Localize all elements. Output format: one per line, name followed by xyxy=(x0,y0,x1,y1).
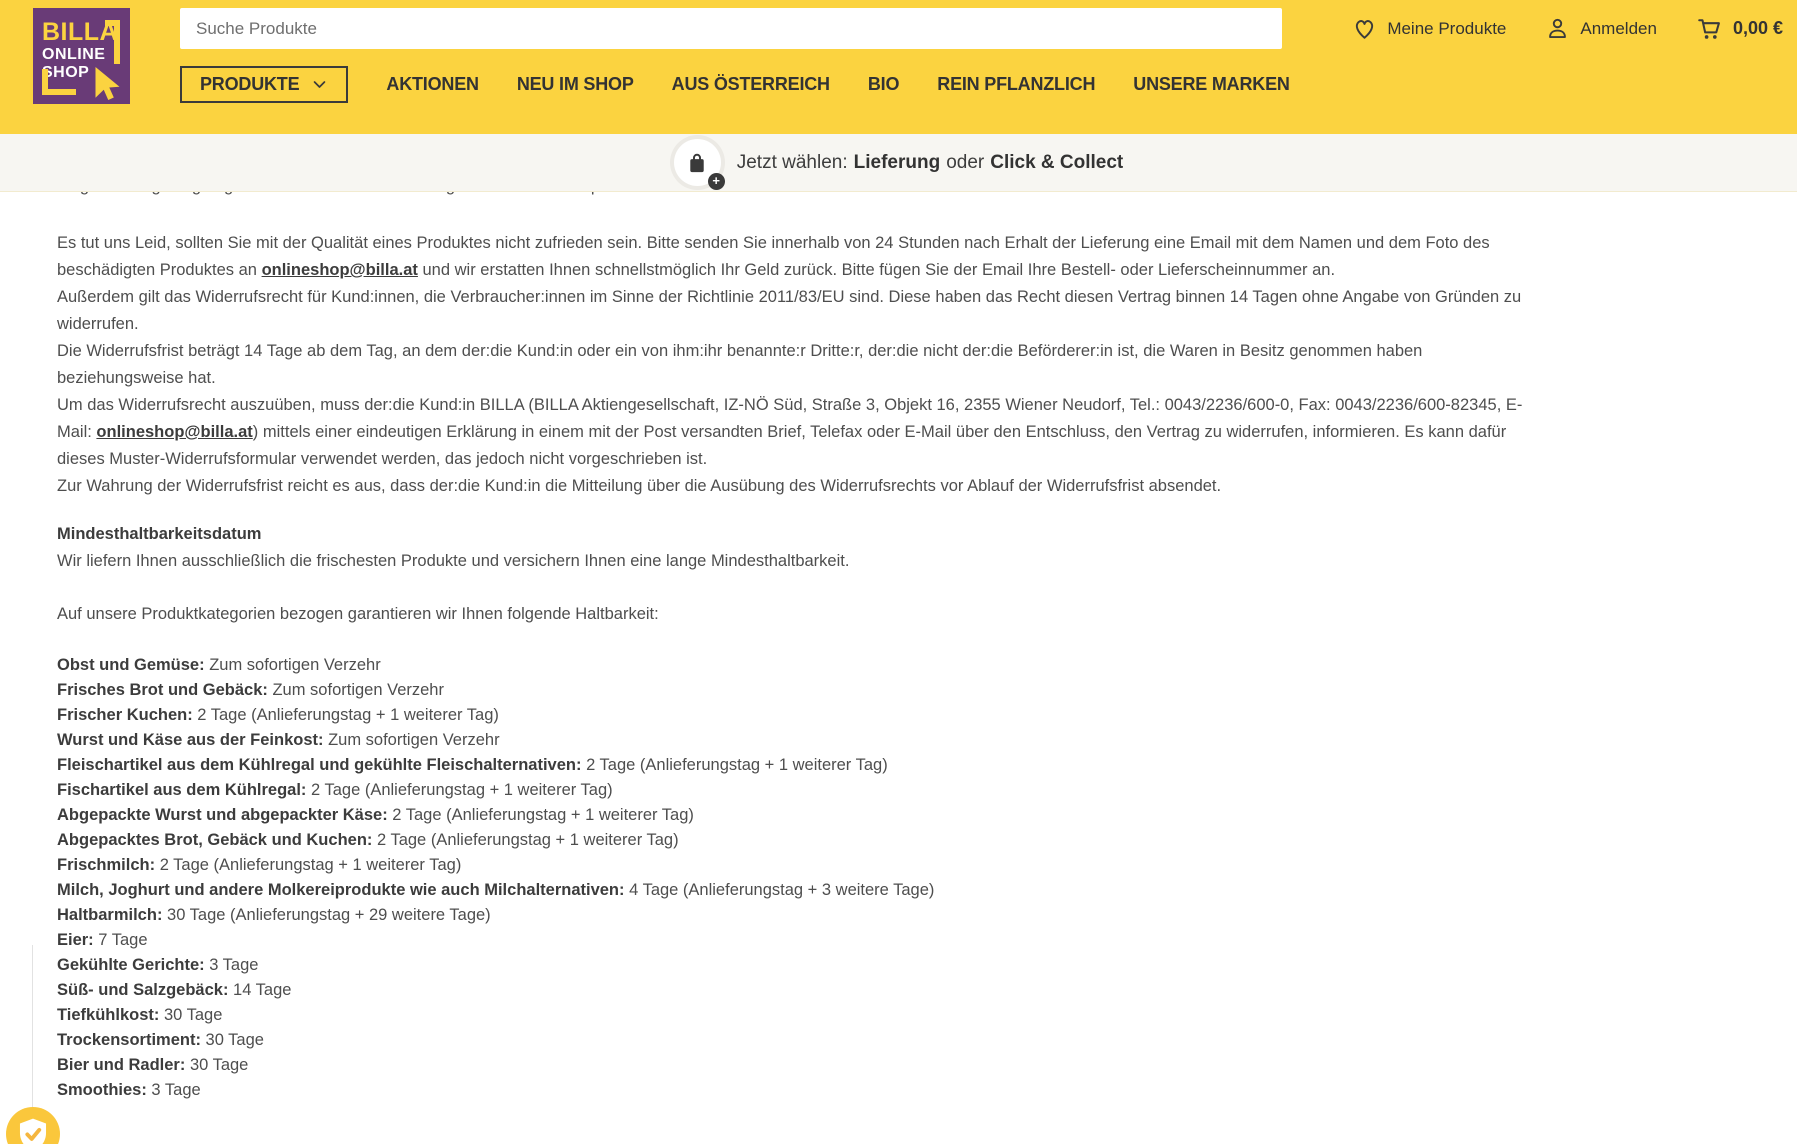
favorites-label: Meine Produkte xyxy=(1387,18,1507,38)
cursor-arrow-icon xyxy=(88,64,124,100)
plus-badge-icon: + xyxy=(708,173,725,190)
banner-collect-option: Click & Collect xyxy=(990,151,1124,173)
terms-content xyxy=(0,173,1525,1103)
logo-brand-text: BILLA xyxy=(42,18,119,46)
logo-shop-text: SHOP xyxy=(42,64,90,81)
shield-check-icon xyxy=(16,1116,50,1144)
nav-item-neu-im-shop[interactable]: NEU IM SHOP xyxy=(516,74,634,94)
shelf-life-row: Frischmilch: 2 Tage (Anlieferungstag + 1 weiterer Tag) xyxy=(57,856,462,874)
shelf-life-row: Fleischartikel aus dem Kühlregal und gekühlte Fleischalternativen: 2 Tage (Anlieferungstag + 1 weiterer Tag) xyxy=(57,756,888,774)
nav-item-aktionen[interactable]: AKTIONEN xyxy=(386,74,479,94)
chevron-down-icon xyxy=(311,76,328,93)
email-link[interactable]: onlineshop@billa.at xyxy=(261,261,418,279)
shelf-life-list xyxy=(57,653,1525,1103)
policy-paragraph: Zur Wahrung der Widerrufsfrist reicht es aus, dass der:die Kund:in die Mitteilung über die Ausübung des Widerrufsrechts vor Ablauf der Widerrufsfrist absendet. xyxy=(57,477,1222,495)
policy-paragraph: Außerdem gilt das Widerrufsrecht für Kund:innen, die Verbraucher:innen im Sinne der Richtlinie 2011/83/EU sind. Diese haben das Recht diesen Vertrag binnen 14 Tagen ohne Angabe von Gründen zu widerrufen. xyxy=(57,288,1522,333)
billa-logo[interactable] xyxy=(33,8,130,104)
shelf-life-row: Milch, Joghurt und andere Molkereiprodukte wie auch Milchalternativen: 4 Tage (Anlieferungstag + 3 weitere Tage) xyxy=(57,881,935,899)
cart-icon xyxy=(1695,14,1724,43)
shelf-life-row: Frisches Brot und Gebäck: Zum sofortigen Verzehr xyxy=(57,681,444,699)
shopping-bag-icon xyxy=(684,150,710,176)
nav-produkte-dropdown[interactable] xyxy=(180,66,348,103)
policy-paragraph: Es tut uns Leid, sollten Sie mit der Qualität eines Produktes nicht zufrieden sein. Bitte senden Sie innerhalb von 24 Stunden nach Erhalt der Lieferung eine Email mit dem Namen und dem Foto des beschädigten Produktes an onlineshop@billa.at und wir erstatten Ihnen schnellstmöglich Ihr Geld zurück. Bitte fügen Sie der Email Ihre Bestell- oder Lieferscheinnummer an. xyxy=(57,234,1490,279)
shelf-life-row: Smoothies: 3 Tage xyxy=(57,1081,201,1099)
shelf-life-row: Abgepacktes Brot, Gebäck und Kuchen: 2 Tage (Anlieferungstag + 1 weiterer Tag) xyxy=(57,831,679,849)
shelf-life-intro: Wir liefern Ihnen ausschließlich die frischesten Produkte und versichern Ihnen eine lange Mindesthaltbarkeit. xyxy=(57,552,850,570)
policy-paragraph: Die Widerrufsfrist beträgt 14 Tage ab dem Tag, an dem der:die Kund:in oder ein von ihm:ihr benannte:r Dritte:r, der:die nicht der:die Beförderer:in ist, die Waren in Besitz genommen haben beziehungsweise hat. xyxy=(57,342,1423,387)
nav-item-bio[interactable]: BIO xyxy=(867,74,900,94)
shelf-life-row: Haltbarmilch: 30 Tage (Anlieferungstag + 29 weitere Tage) xyxy=(57,906,491,924)
logo-online-text: ONLINE xyxy=(42,46,106,63)
policy-paragraph: Um das Widerrufsrecht auszuüben, muss der:die Kund:in BILLA (BILLA Aktiengesellschaft, IZ-NÖ Süd, Straße 3, Objekt 16, 2355 Wiener Neudorf, Tel.: 0043/2236/600-0, Fax: 0043/2236/600-82345, E-Mail: onlineshop@billa.at) mittels einer eindeutigen Erklärung in einem mit der Post versandten Brief, Telefax oder E-Mail über den Entschluss, den Vertrag zu widerrufen, informieren. Es kann dafür dieses Muster-Widerrufsformular verwendet werden, das jedoch nicht vorgeschrieben ist. xyxy=(57,396,1523,468)
heart-icon xyxy=(1351,15,1378,42)
shelf-life-row: Obst und Gemüse: Zum sofortigen Verzehr xyxy=(57,656,381,674)
shelf-life-row: Süß- und Salzgebäck: 14 Tage xyxy=(57,981,292,999)
shelf-life-row: Frischer Kuchen: 2 Tage (Anlieferungstag + 1 weiterer Tag) xyxy=(57,706,499,724)
shelf-life-row: Wurst und Käse aus der Feinkost: Zum sofortigen Verzehr xyxy=(57,731,500,749)
header-top-row xyxy=(0,0,1797,81)
site-header xyxy=(0,0,1797,134)
nav-item-aus-sterreich[interactable]: AUS ÖSTERREICH xyxy=(671,74,830,94)
shelf-life-heading: Mindesthaltbarkeitsdatum xyxy=(57,525,262,543)
login-label: Anmelden xyxy=(1580,18,1657,38)
shelf-life-row: Fischartikel aus dem Kühlregal: 2 Tage (Anlieferungstag + 1 weiterer Tag) xyxy=(57,781,613,799)
nav-item-unsere-marken[interactable]: UNSERE MARKEN xyxy=(1133,74,1290,94)
return-policy-paragraphs xyxy=(57,230,1525,500)
login-button[interactable] xyxy=(1544,15,1657,42)
shelf-life-lead: Auf unsere Produktkategorien bezogen garantieren wir Ihnen folgende Haltbarkeit: xyxy=(57,605,659,623)
header-actions xyxy=(1351,0,1783,57)
fulfillment-banner[interactable] xyxy=(0,134,1797,192)
email-link[interactable]: onlineshop@billa.at xyxy=(96,423,253,441)
search-input[interactable] xyxy=(180,8,1282,49)
widget-connector-line xyxy=(32,945,33,1113)
cart-total: 0,00 € xyxy=(1732,18,1783,38)
trust-badge-button[interactable] xyxy=(6,1107,60,1144)
banner-delivery-option: Lieferung xyxy=(853,151,941,173)
shopping-bag-badge xyxy=(674,139,721,186)
banner-connector: oder xyxy=(946,151,985,173)
shelf-life-row: Trockensortiment: 30 Tage xyxy=(57,1031,264,1049)
cart-button[interactable] xyxy=(1695,14,1783,43)
fulfillment-banner-text xyxy=(737,152,1124,174)
shelf-life-row: Tiefkühlkost: 30 Tage xyxy=(57,1006,223,1024)
logo-corner-bracket-bottom xyxy=(42,69,76,95)
logo-corner-bracket-top xyxy=(105,20,120,64)
shelf-life-row: Bier und Radler: 30 Tage xyxy=(57,1056,249,1074)
banner-prefix: Jetzt wählen: xyxy=(736,151,848,173)
nav-item-rein-pflanzlich[interactable]: REIN PFLANZLICH xyxy=(937,74,1096,94)
shelf-life-row: Gekühlte Gerichte: 3 Tage xyxy=(57,956,259,974)
favorites-button[interactable] xyxy=(1351,15,1506,42)
main-navigation xyxy=(180,66,1290,103)
nav-produkte-label: PRODUKTE xyxy=(200,74,300,94)
shelf-life-row: Eier: 7 Tage xyxy=(57,931,148,949)
shelf-life-row: Abgepackte Wurst und abgepackter Käse: 2 Tage (Anlieferungstag + 1 weiterer Tag) xyxy=(57,806,694,824)
user-icon xyxy=(1544,15,1571,42)
